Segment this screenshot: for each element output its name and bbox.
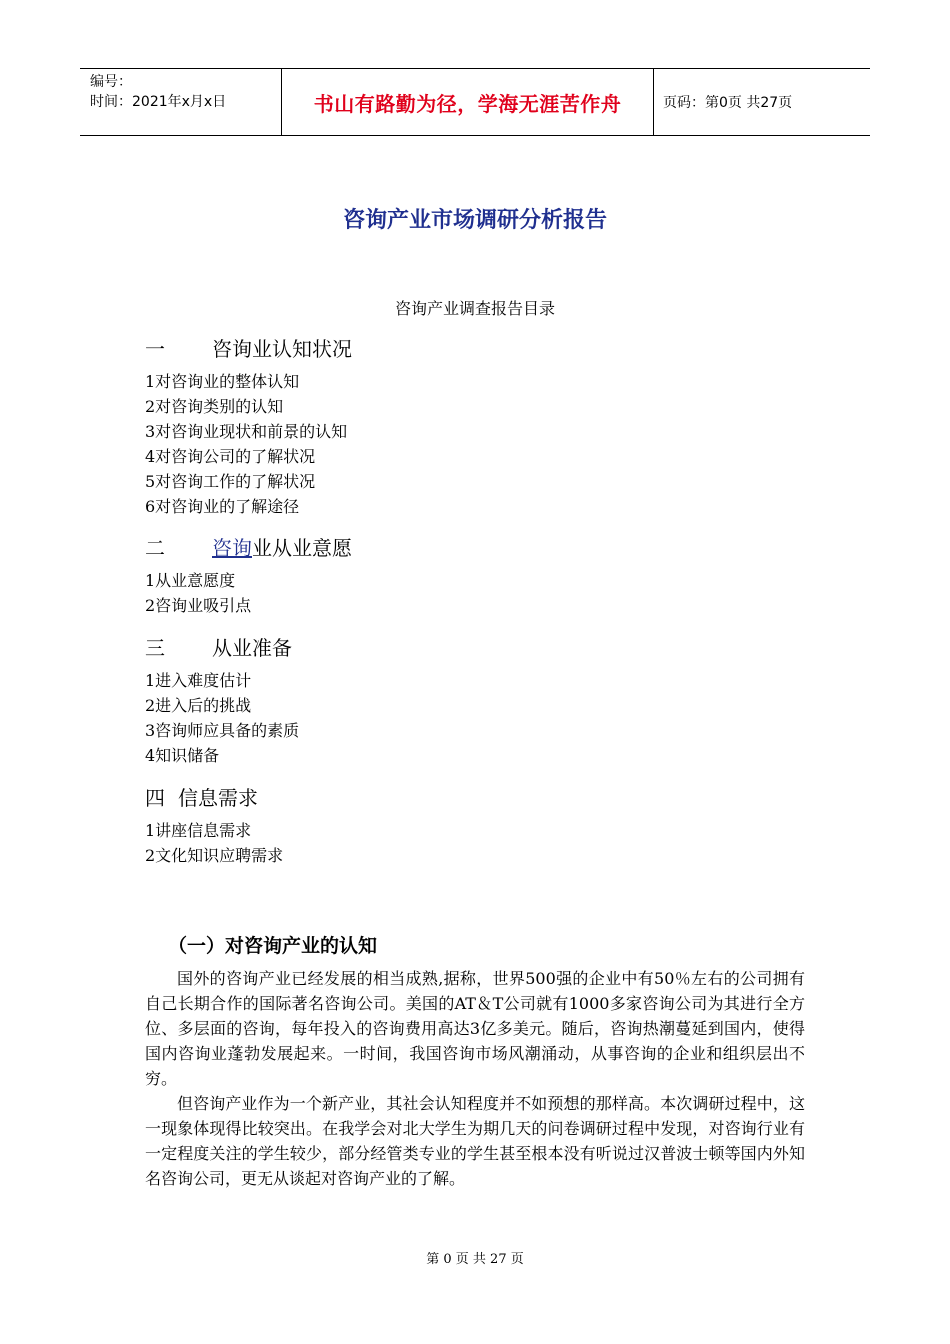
- toc-item: 3对咨询业现状和前景的认知: [145, 422, 348, 441]
- toc-item: 5对咨询工作的了解状况: [145, 472, 316, 491]
- body-paragraph: 但咨询产业作为一个新产业，其社会认知程度并不如预想的那样高。本次调研过程中，这一现象体现得比较突出。在我学会对北大学生为期几天的问卷调研过程中发现，对咨询行业有一定程度关注的学生较少，部分经管类专业的学生甚至根本没有听说过汉普波士顿等国内外知名咨询公司，更无从谈起对咨询产业的了解。: [145, 1094, 805, 1188]
- section-number: 三: [145, 636, 165, 660]
- section-heading-3: [145, 632, 292, 661]
- toc-item: 2对咨询类别的认知: [145, 397, 284, 416]
- document-header: [80, 68, 870, 136]
- page-footer: 第 0 页 共 27 页: [426, 1252, 524, 1267]
- section-heading-4: [145, 782, 258, 811]
- toc-title: 咨询产业调查报告目录: [394, 299, 555, 318]
- time-label: 时间：2021年x月x日: [90, 94, 227, 110]
- page-info: 页码：第0页 共27页: [663, 95, 793, 111]
- document-title: 咨询产业市场调研分析报告: [342, 208, 607, 233]
- toc-item: 2文化知识应聘需求: [145, 846, 284, 865]
- toc-item: 2进入后的挑战: [145, 696, 252, 715]
- toc-item: 1进入难度估计: [145, 671, 252, 690]
- header-page-cell: [654, 69, 870, 135]
- header-meta: [80, 69, 282, 135]
- toc-item: 1讲座信息需求: [145, 821, 252, 840]
- section-title: 信息需求: [178, 786, 258, 810]
- section-title-link[interactable]: 咨询: [212, 536, 252, 560]
- section-number: 二: [145, 536, 165, 560]
- section-number: 一: [145, 337, 165, 361]
- toc-item: 3咨询师应具备的素质: [145, 721, 300, 740]
- section-title: 咨询业认知状况: [212, 337, 352, 361]
- section-title-rest: 业从业意愿: [252, 536, 352, 560]
- header-motto-cell: [282, 69, 654, 135]
- section-heading-2: [145, 532, 352, 561]
- section-number: 四: [145, 786, 165, 810]
- header-motto: 书山有路勤为径，学海无涯苦作舟: [313, 91, 622, 116]
- section-title: [212, 532, 352, 561]
- toc-item: 4知识储备: [145, 746, 220, 765]
- section-heading-1: [145, 333, 352, 362]
- toc-item: 6对咨询业的了解途径: [145, 497, 300, 516]
- toc-item: 1对咨询业的整体认知: [145, 372, 300, 391]
- toc-item: 1从业意愿度: [145, 571, 236, 590]
- subheading: （一）对咨询产业的认知: [168, 935, 378, 957]
- toc-item: 4对咨询公司的了解状况: [145, 447, 316, 466]
- section-title: 从业准备: [212, 636, 292, 660]
- number-label: 编号：: [90, 74, 132, 90]
- body-paragraph: 国外的咨询产业已经发展的相当成熟,据称，世界500强的企业中有50％左右的公司拥有自己长期合作的国际著名咨询公司。美国的AT＆T公司就有1000多家咨询公司为其进行全方位、多层面的咨询，每年投入的咨询费用高达3亿多美元。随后，咨询热潮蔓延到国内，使得国内咨询业蓬勃发展起来。一时间，我国咨询市场风潮涌动，从事咨询的企业和组织层出不穷。: [145, 969, 805, 1088]
- toc-item: 2咨询业吸引点: [145, 596, 252, 615]
